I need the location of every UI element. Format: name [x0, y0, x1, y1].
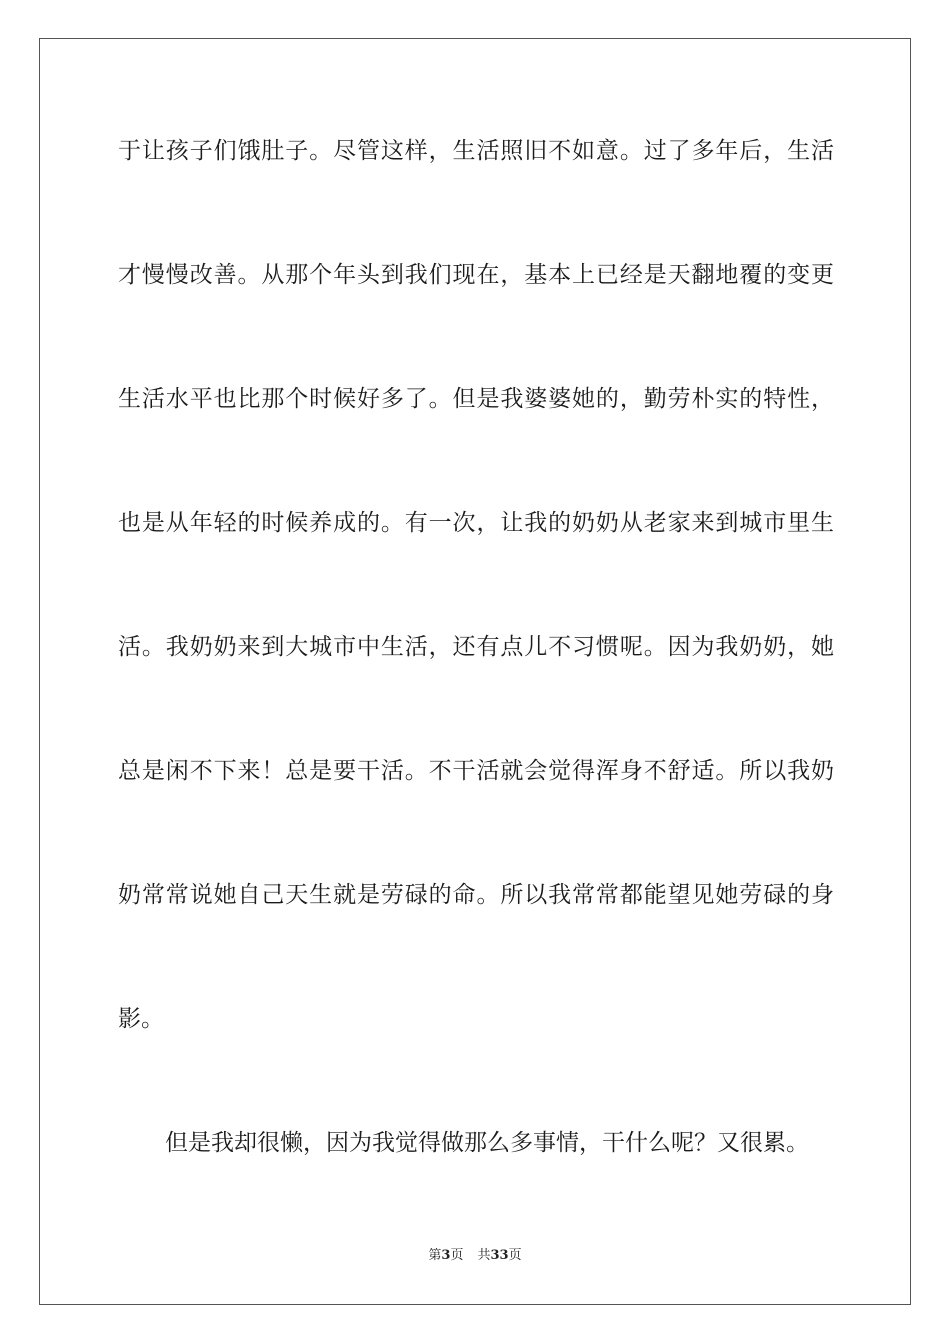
- paragraph-first-line: 但是我却很懒，因为我觉得做那么多事情，干什么呢？又很累。: [165, 1130, 809, 1156]
- text-line-2: 才慢慢改善。从那个年头到我们现在，基本上已经是天翻地覆的变更: [118, 262, 834, 288]
- text-line-5: 活。我奶奶来到大城市中生活，还有点儿不习惯呢。因为我奶奶，她: [118, 634, 834, 660]
- footer-page-number: 3: [441, 1248, 451, 1263]
- text-line-6: 总是闲不下来！总是要干活。不干活就会觉得浑身不舒适。所以我奶: [118, 758, 834, 784]
- text-line-1: 于让孩子们饿肚子。尽管这样，生活照旧不如意。过了多年后，生活: [118, 138, 834, 164]
- footer-total-pages: 33: [490, 1248, 509, 1263]
- page-footer: [0, 1247, 950, 1265]
- footer-total-suffix: 页: [508, 1248, 522, 1263]
- text-line-8: 影。: [118, 1006, 164, 1032]
- text-line-3: 生活水平也比那个时候好多了。但是我婆婆她的，勤劳朴实的特性，: [118, 386, 834, 412]
- page-border: [39, 38, 911, 1305]
- footer-page-prefix: 第: [428, 1248, 442, 1263]
- text-line-4: 也是从年轻的时候养成的。有一次，让我的奶奶从老家来到城市里生: [118, 510, 834, 536]
- text-line-7: 奶常常说她自己天生就是劳碌的命。所以我常常都能望见她劳碌的身: [118, 882, 834, 908]
- footer-page-suffix: 页: [450, 1248, 464, 1263]
- footer-total-prefix: 共: [477, 1248, 491, 1263]
